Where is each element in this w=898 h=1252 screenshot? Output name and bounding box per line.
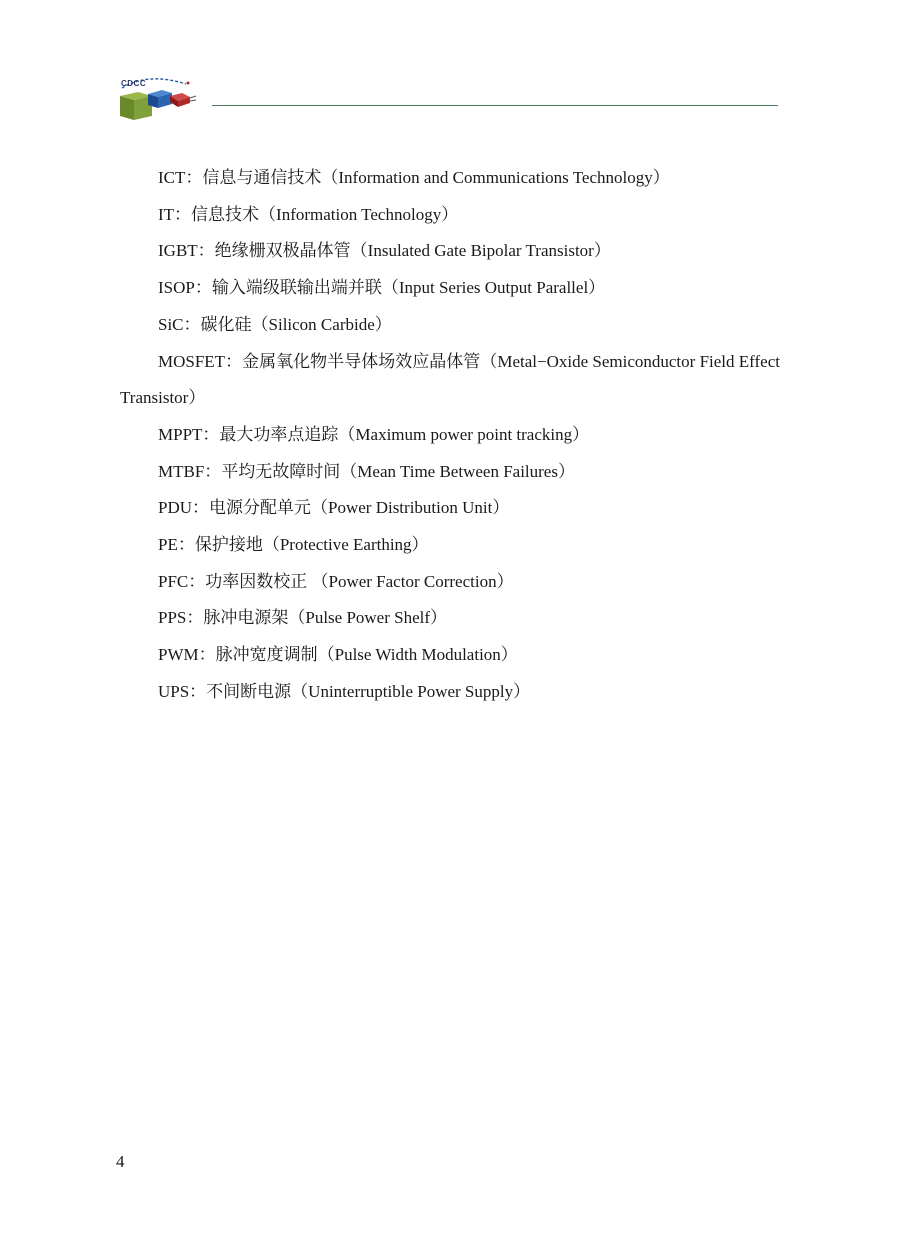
- abbreviation-item: PFC：功率因数校正 （Power Factor Correction）: [158, 571, 514, 591]
- cdcc-logo: [118, 74, 198, 122]
- abbreviation-item: UPS：不间断电源（Uninterruptible Power Supply）: [158, 681, 531, 701]
- abbreviation-item: IGBT：绝缘栅双极晶体管（Insulated Gate Bipolar Transistor）: [158, 241, 611, 261]
- abbreviation-item: MOSFET：金属氧化物半导体场效应晶体管（Metal−Oxide Semiconductor Field Effect Transistor）: [120, 351, 780, 408]
- page-number: 4: [116, 1152, 125, 1171]
- page-header: [118, 74, 778, 124]
- abbreviation-item: ISOP：输入端级联输出端并联（Input Series Output Parallel）: [158, 278, 606, 298]
- abbreviation-item: MTBF：平均无故障时间（Mean Time Between Failures）: [158, 461, 575, 481]
- abbreviation-item: PDU：电源分配单元（Power Distribution Unit）: [158, 498, 510, 518]
- abbreviation-item: IT：信息技术（Information Technology）: [158, 204, 459, 224]
- logo-text: CDCC: [121, 79, 147, 88]
- abbreviation-list: [120, 160, 780, 711]
- abbreviation-item: PE：保护接地（Protective Earthing）: [158, 535, 429, 555]
- abbreviation-item: SiC：碳化硅（Silicon Carbide）: [158, 314, 392, 334]
- abbreviation-item: PPS：脉冲电源架（Pulse Power Shelf）: [158, 608, 448, 628]
- abbreviation-item: PWM：脉冲宽度调制（Pulse Width Modulation）: [158, 645, 518, 665]
- abbreviation-item: ICT：信息与通信技术（Information and Communications Technology）: [158, 168, 670, 187]
- header-rule: [212, 105, 778, 106]
- abbreviation-item: MPPT：最大功率点追踪（Maximum power point tracking）: [158, 424, 590, 444]
